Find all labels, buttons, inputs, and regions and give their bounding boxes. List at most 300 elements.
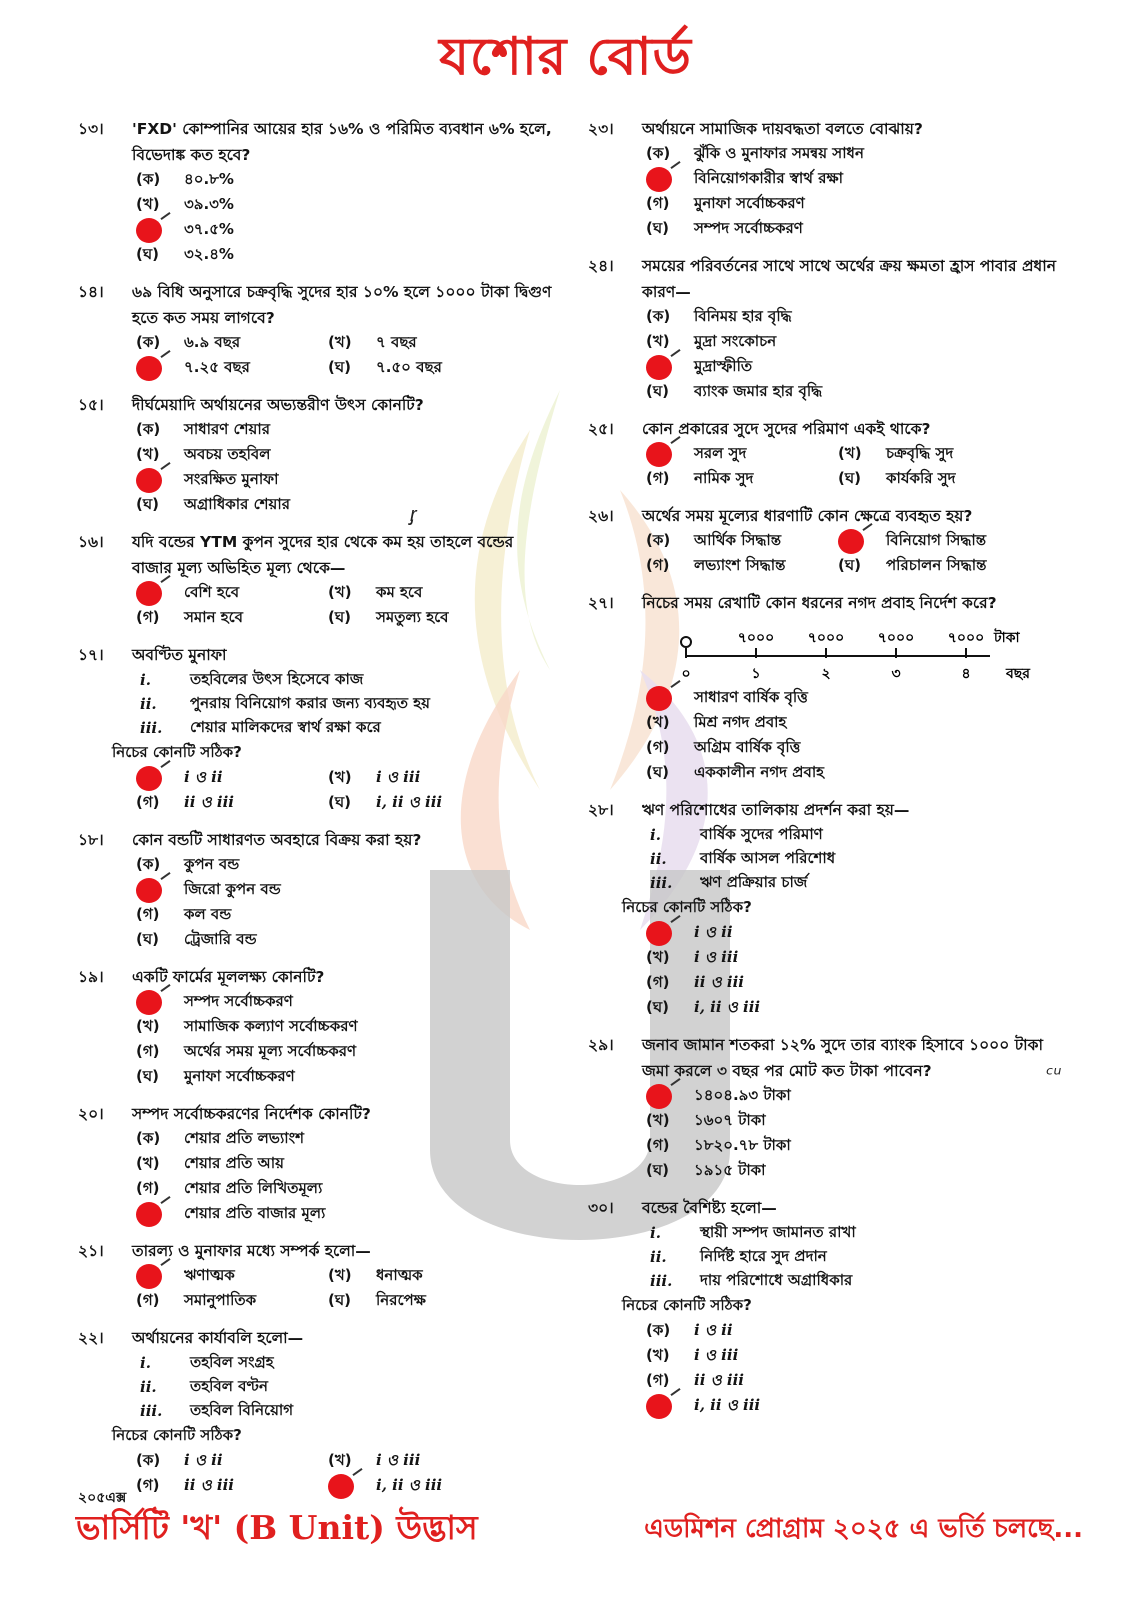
statement-item	[650, 1245, 1068, 1269]
option-letter-text: (খ)	[328, 333, 352, 351]
answer-option	[136, 218, 558, 243]
option-letter	[136, 853, 184, 878]
scribble-mark: ᶜᵘ	[1046, 1062, 1062, 1086]
answer-option	[646, 355, 1068, 380]
answer-option	[136, 1177, 558, 1202]
option-letter-text: (খ)	[136, 445, 160, 463]
option-text: ১৬০৭ টাকা	[694, 1111, 766, 1129]
option-letter	[136, 356, 184, 381]
option-letter-text: (ক)	[136, 1129, 161, 1147]
option-letter	[136, 218, 184, 243]
question-stem	[78, 964, 558, 990]
answer-mark-dot	[328, 1474, 354, 1499]
statement-text: ঋণ প্রক্রিয়ার চার্জ	[700, 872, 808, 891]
option-letter-text: (ক)	[646, 531, 671, 549]
option-letter	[328, 1449, 376, 1474]
option-letter	[136, 243, 184, 268]
question-block	[78, 1101, 558, 1227]
option-text: সম্পদ সর্বোচ্চকরণ	[694, 219, 803, 237]
option-text: মুনাফা সর্বোচ্চকরণ	[694, 194, 805, 212]
option-letter	[328, 766, 376, 791]
option-letter	[646, 921, 694, 946]
option-letter-text: (গ)	[136, 1042, 160, 1060]
question-stem	[588, 116, 1068, 142]
option-list	[136, 1264, 558, 1314]
question-number: ২৫।	[588, 420, 614, 438]
answer-option	[136, 356, 328, 381]
statement-item	[140, 668, 558, 692]
option-letter	[136, 1065, 184, 1090]
question-stem	[78, 1325, 558, 1351]
option-letter-text: (ক)	[136, 420, 161, 438]
question-number: ১৭।	[78, 646, 104, 664]
option-text: ৬.৯ বছর	[184, 333, 241, 351]
answer-mark-dot	[646, 442, 672, 467]
option-list	[646, 1084, 1068, 1184]
option-letter-text: (গ)	[136, 1476, 160, 1494]
statement-numeral: ii.	[650, 850, 667, 868]
answer-option	[646, 711, 1068, 736]
option-letter-text: (গ)	[136, 793, 160, 811]
option-letter	[646, 554, 694, 579]
option-letter-text: (ঘ)	[136, 495, 159, 513]
option-letter	[136, 1040, 184, 1065]
answer-mark-dot	[646, 167, 672, 192]
scribble-mark: ᶉ	[410, 502, 417, 526]
statement-item	[140, 716, 558, 740]
left-column	[78, 116, 558, 1510]
question-number: ২১।	[78, 1242, 104, 1260]
question-stem	[78, 279, 558, 331]
question-block	[78, 964, 558, 1090]
answer-mark-dot	[646, 1394, 672, 1419]
option-list	[136, 331, 558, 381]
option-text: নামিক সুদ	[694, 469, 754, 487]
answer-option	[646, 380, 1068, 405]
option-letter	[646, 1369, 694, 1394]
answer-option	[646, 686, 1068, 711]
question-block	[588, 797, 1068, 1021]
answer-mark-dot	[136, 990, 162, 1015]
option-list	[646, 686, 1068, 786]
option-letter-text: (খ)	[328, 1451, 352, 1469]
option-text: ii ও iii	[694, 973, 744, 991]
question-text: সময়ের পরিবর্তনের সাথে সাথে অর্থের ক্রয় ক্ষমতা হ্রাস পাবার প্রধান কারণ—	[642, 257, 1056, 301]
option-letter	[136, 1449, 184, 1474]
option-list	[646, 529, 1068, 579]
option-letter-text: (খ)	[646, 713, 670, 731]
statement-item	[140, 1375, 558, 1399]
answer-option	[646, 142, 1068, 167]
answer-option	[646, 946, 1068, 971]
question-text: সম্পদ সর্বোচ্চকরণের নির্দেশক কোনটি?	[132, 1105, 371, 1123]
option-text: বিনিয়োগকারীর স্বার্থ রক্ষা	[694, 169, 843, 187]
question-number: ২৬।	[588, 507, 614, 525]
option-text: সাধারণ শেয়ার	[184, 420, 270, 438]
option-text: ৩২.৪%	[184, 245, 234, 263]
answer-option	[328, 331, 520, 356]
question-block	[78, 1325, 558, 1499]
answer-option	[136, 468, 558, 493]
question-block	[78, 827, 558, 953]
option-letter-text: (ঘ)	[646, 763, 669, 781]
option-text: ৭ বছর	[376, 333, 417, 351]
option-text: আর্থিক সিদ্ধান্ত	[694, 531, 782, 549]
option-letter	[136, 1127, 184, 1152]
question-text: ঋণ পরিশোধের তালিকায় প্রদর্শন করা হয়—	[642, 801, 910, 819]
question-text: 'FXD' কোম্পানির আয়ের হার ১৬% ও পরিমিত ব্যবধান ৬% হলে, বিভেদাঙ্ক কত হবে?	[132, 120, 552, 164]
answer-option	[328, 1289, 520, 1314]
option-letter-text: (খ)	[328, 583, 352, 601]
answer-option	[646, 330, 1068, 355]
option-text: সরল সুদ	[694, 444, 747, 462]
option-letter	[136, 331, 184, 356]
question-number: ২৩।	[588, 120, 614, 138]
question-number: ২৮।	[588, 801, 614, 819]
option-letter-text: (গ)	[646, 194, 670, 212]
option-letter-text: (খ)	[646, 332, 670, 350]
answer-option	[136, 1152, 558, 1177]
answer-option	[136, 766, 328, 791]
option-letter-text: (ক)	[136, 855, 161, 873]
option-list	[136, 853, 558, 953]
option-letter	[646, 1344, 694, 1369]
option-letter-text: (ঘ)	[838, 556, 861, 574]
answer-option	[136, 1449, 328, 1474]
option-letter-text: (ঘ)	[136, 1067, 159, 1085]
option-text: কুপন বন্ড	[184, 855, 240, 873]
answer-option	[136, 193, 558, 218]
option-text: সমান হবে	[184, 608, 244, 626]
answer-mark-dot	[838, 529, 864, 554]
option-letter	[136, 443, 184, 468]
option-letter	[328, 581, 376, 606]
statement-text: তহবিলের উৎস হিসেবে কাজ	[190, 669, 364, 688]
question-block	[78, 642, 558, 816]
question-number: ২৭।	[588, 594, 614, 612]
timeline-period-label: ১	[751, 666, 761, 682]
option-letter-text: (ঘ)	[328, 793, 351, 811]
option-letter	[136, 193, 184, 218]
answer-option	[646, 192, 1068, 217]
option-text: সমানুপাতিক	[184, 1291, 257, 1309]
question-text: অর্থায়নে সামাজিক দায়বদ্ধতা বলতে বোঝায়?	[642, 120, 923, 138]
question-number: ২৪।	[588, 257, 614, 275]
question-block	[588, 416, 1068, 492]
option-letter	[646, 686, 694, 711]
option-letter	[646, 996, 694, 1021]
question-stem	[588, 503, 1068, 529]
statement-numeral: i.	[140, 671, 151, 689]
question-text: যদি বন্ডের YTM কুপন সুদের হার থেকে কম হয় তাহলে বন্ডের বাজার মূল্য অভিহিত মূল্য থেকে—	[132, 533, 514, 577]
option-text: বেশি হবে	[184, 583, 240, 601]
question-stem	[588, 416, 1068, 442]
option-text: নিরপেক্ষ	[376, 1291, 426, 1309]
which-correct-prompt: নিচের কোনটি সঠিক?	[112, 1425, 242, 1444]
option-letter	[136, 791, 184, 816]
statement-text: তহবিল সংগ্রহ	[190, 1352, 274, 1371]
question-text: বন্ডের বৈশিষ্ট্য হলো—	[642, 1199, 777, 1217]
option-text: মুদ্রাস্ফীতি	[694, 357, 753, 375]
option-text: ট্রেজারি বন্ড	[184, 930, 257, 948]
option-letter	[136, 1015, 184, 1040]
answer-option	[136, 581, 328, 606]
option-letter	[136, 766, 184, 791]
answer-option	[838, 529, 1030, 554]
answer-option	[136, 791, 328, 816]
answer-option	[136, 418, 558, 443]
option-letter	[136, 1202, 184, 1227]
option-letter	[646, 192, 694, 217]
option-text: শেয়ার প্রতি লভ্যাংশ	[184, 1129, 304, 1147]
statement-text: বার্ষিক আসল পরিশোধ	[700, 848, 836, 867]
option-letter-text: (ঘ)	[328, 608, 351, 626]
statement-numeral: i.	[650, 1224, 661, 1242]
answer-option	[136, 168, 558, 193]
option-text: সমতুল্য হবে	[376, 608, 449, 626]
option-text: মিশ্র নগদ প্রবাহ	[694, 713, 787, 731]
option-letter	[136, 878, 184, 903]
answer-mark-dot	[136, 878, 162, 903]
answer-option	[646, 167, 1068, 192]
option-list	[136, 581, 558, 631]
option-text: i ও ii	[184, 768, 223, 786]
which-correct-prompt: নিচের কোনটি সঠিক?	[112, 742, 242, 761]
timeline-amount-label: ৭০০০	[807, 630, 845, 646]
option-text: শেয়ার প্রতি আয়	[184, 1154, 284, 1172]
option-letter	[646, 330, 694, 355]
answer-option	[646, 1134, 1068, 1159]
answer-option	[838, 442, 1030, 467]
cash-flow-timeline	[646, 616, 1068, 686]
option-text: ৭.২৫ বছর	[184, 358, 250, 376]
statement-text: নির্দিষ্ট হারে সুদ প্রদান	[700, 1246, 827, 1265]
option-text: এককালীন নগদ প্রবাহ	[694, 763, 825, 781]
answer-option	[838, 467, 1030, 492]
question-block	[78, 279, 558, 381]
option-text: ১৯১৫ টাকা	[694, 1161, 766, 1179]
question-number: ২০।	[78, 1105, 104, 1123]
question-block	[78, 1238, 558, 1314]
statement-text: শেয়ার মালিকদের স্বার্থ রক্ষা করে	[190, 717, 381, 736]
timeline-period-label: ৩	[891, 666, 901, 682]
question-stem	[588, 1195, 1068, 1221]
answer-option	[136, 1015, 558, 1040]
question-number: ১৪।	[78, 283, 104, 301]
option-letter-text: (ঘ)	[646, 382, 669, 400]
option-text: কার্যকরি সুদ	[886, 469, 956, 487]
option-text: অগ্রাধিকার শেয়ার	[184, 495, 290, 513]
option-letter	[646, 1109, 694, 1134]
option-list	[646, 442, 1068, 492]
option-text: কম হবে	[376, 583, 423, 601]
answer-option	[646, 761, 1068, 786]
option-text: i, ii ও iii	[376, 793, 443, 811]
statement-text: পুনরায় বিনিয়োগ করার জন্য ব্যবহৃত হয়	[190, 693, 430, 712]
option-text: ৪০.৮%	[184, 170, 234, 188]
answer-option	[646, 996, 1068, 1021]
option-text: ধনাত্মক	[376, 1266, 423, 1284]
answer-option	[646, 971, 1068, 996]
option-list	[136, 766, 558, 816]
question-stem	[78, 529, 558, 581]
option-text: সংরক্ষিত মুনাফা	[184, 470, 279, 488]
option-list	[136, 1449, 558, 1499]
which-correct-prompt: নিচের কোনটি সঠিক?	[622, 897, 752, 916]
option-text: ১৪০৪.৯৩ টাকা	[694, 1086, 791, 1104]
option-text: i ও iii	[694, 1346, 739, 1364]
option-list	[136, 1127, 558, 1227]
option-letter	[646, 167, 694, 192]
option-letter	[646, 217, 694, 242]
statement-text: তহবিল বিনিয়োগ	[190, 1400, 294, 1419]
option-letter	[646, 355, 694, 380]
option-letter	[136, 168, 184, 193]
answer-option	[646, 529, 838, 554]
option-letter	[136, 468, 184, 493]
question-number: ৩০।	[588, 1199, 614, 1217]
option-letter-text: (গ)	[646, 1136, 670, 1154]
question-block	[78, 529, 558, 631]
option-letter-text: (গ)	[136, 1179, 160, 1197]
answer-option	[136, 606, 328, 631]
question-text: কোন প্রকারের সুদে সুদের পরিমাণ একই থাকে?	[642, 420, 931, 438]
question-block	[78, 392, 558, 518]
option-letter	[136, 581, 184, 606]
timeline-period-unit: বছর	[1006, 666, 1030, 682]
answer-option	[136, 1127, 558, 1152]
option-letter	[646, 761, 694, 786]
question-number: ২২।	[78, 1329, 104, 1347]
option-letter	[328, 356, 376, 381]
option-letter	[646, 142, 694, 167]
option-letter	[136, 1152, 184, 1177]
footer-admission-ad: এডমিশন প্রোগ্রাম ২০২৫ এ ভর্তি চলছে...	[644, 1514, 1083, 1544]
option-text: সম্পদ সর্বোচ্চকরণ	[184, 992, 293, 1010]
option-letter	[838, 467, 886, 492]
answer-option	[136, 1474, 328, 1499]
answer-option	[136, 853, 558, 878]
option-letter	[136, 903, 184, 928]
option-text: i, ii ও iii	[694, 1396, 761, 1414]
option-letter-text: (ঘ)	[838, 469, 861, 487]
option-list	[646, 142, 1068, 242]
answer-option	[838, 554, 1030, 579]
question-text: দীর্ঘমেয়াদি অর্থায়নের অভ্যন্তরীণ উৎস কোনটি?	[132, 396, 424, 414]
answer-mark-dot	[136, 581, 162, 606]
answer-option	[328, 766, 520, 791]
option-letter-text: (ঘ)	[328, 1291, 351, 1309]
option-letter	[328, 1289, 376, 1314]
option-letter	[646, 305, 694, 330]
page-code: ২০৫এক্স	[78, 1490, 127, 1506]
option-text: ii ও iii	[694, 1371, 744, 1389]
option-text: i ও iii	[376, 768, 421, 786]
statement-item	[140, 692, 558, 716]
answer-option	[136, 878, 558, 903]
answer-option	[646, 1084, 1068, 1109]
option-list	[136, 168, 558, 268]
question-block	[588, 116, 1068, 242]
option-letter	[136, 1474, 184, 1499]
timeline-start-marker	[681, 637, 691, 647]
option-letter	[328, 1264, 376, 1289]
statement-list	[140, 1351, 558, 1423]
question-stem	[588, 590, 1068, 616]
option-letter-text: (ক)	[646, 144, 671, 162]
answer-mark-dot	[646, 355, 672, 380]
statement-item	[650, 847, 1068, 871]
option-text: ii ও iii	[184, 793, 234, 811]
answer-option	[646, 1319, 1068, 1344]
answer-option	[646, 921, 1068, 946]
option-list	[646, 921, 1068, 1021]
answer-option	[136, 928, 558, 953]
answer-option	[136, 243, 558, 268]
question-text: অর্থায়নের কার্যাবলি হলো—	[132, 1329, 304, 1347]
answer-mark-dot	[136, 218, 162, 243]
option-text: লভ্যাংশ সিদ্ধান্ত	[694, 556, 786, 574]
option-letter	[136, 990, 184, 1015]
question-block	[588, 1195, 1068, 1419]
option-text: ৩৯.৩%	[184, 195, 234, 213]
question-text: অবণ্টিত মুনাফা	[132, 646, 227, 664]
option-text: শেয়ার প্রতি লিখিতমূল্য	[184, 1179, 323, 1197]
statement-text: তহবিল বণ্টন	[190, 1376, 268, 1395]
option-text: কল বন্ড	[184, 905, 232, 923]
option-letter	[646, 946, 694, 971]
option-text: i ও ii	[184, 1451, 223, 1469]
question-text: একটি ফার্মের মূললক্ষ্য কোনটি?	[132, 968, 325, 986]
option-text: অর্থের সময় মূল্য সর্বোচ্চকরণ	[184, 1042, 357, 1060]
option-text: অবচয় তহবিল	[184, 445, 271, 463]
statement-list	[140, 668, 558, 740]
option-text: জিরো কুপন বন্ড	[184, 880, 281, 898]
option-text: মুদ্রা সংকোচন	[694, 332, 777, 350]
option-list	[136, 418, 558, 518]
option-text: i ও ii	[694, 923, 733, 941]
option-text: i ও iii	[694, 948, 739, 966]
option-text: শেয়ার প্রতি বাজার মূল্য	[184, 1204, 326, 1222]
statement-item	[140, 1351, 558, 1375]
option-letter-text: (খ)	[136, 1154, 160, 1172]
option-text: বিনিয়োগ সিদ্ধান্ত	[886, 531, 987, 549]
option-list	[646, 1319, 1068, 1419]
option-letter-text: (ক)	[136, 333, 161, 351]
question-number: ২৯।	[588, 1036, 614, 1054]
question-block	[588, 253, 1068, 405]
option-letter	[646, 1134, 694, 1159]
option-letter	[328, 791, 376, 816]
question-stem	[78, 392, 558, 418]
question-block	[588, 1032, 1068, 1184]
statement-item	[650, 823, 1068, 847]
option-text: i, ii ও iii	[376, 1476, 443, 1494]
answer-mark-dot	[646, 686, 672, 711]
option-text: i ও ii	[694, 1321, 733, 1339]
option-letter	[646, 1084, 694, 1109]
option-text: ৩৭.৫%	[184, 220, 234, 238]
option-letter	[136, 928, 184, 953]
option-letter	[646, 442, 694, 467]
statement-numeral: i.	[650, 826, 661, 844]
question-block	[588, 590, 1068, 786]
timeline-amount-label: ৭০০০	[737, 630, 775, 646]
statement-numeral: iii.	[140, 1402, 163, 1420]
answer-option	[136, 1264, 328, 1289]
question-number: ১৩।	[78, 120, 104, 138]
question-stem	[78, 116, 558, 168]
